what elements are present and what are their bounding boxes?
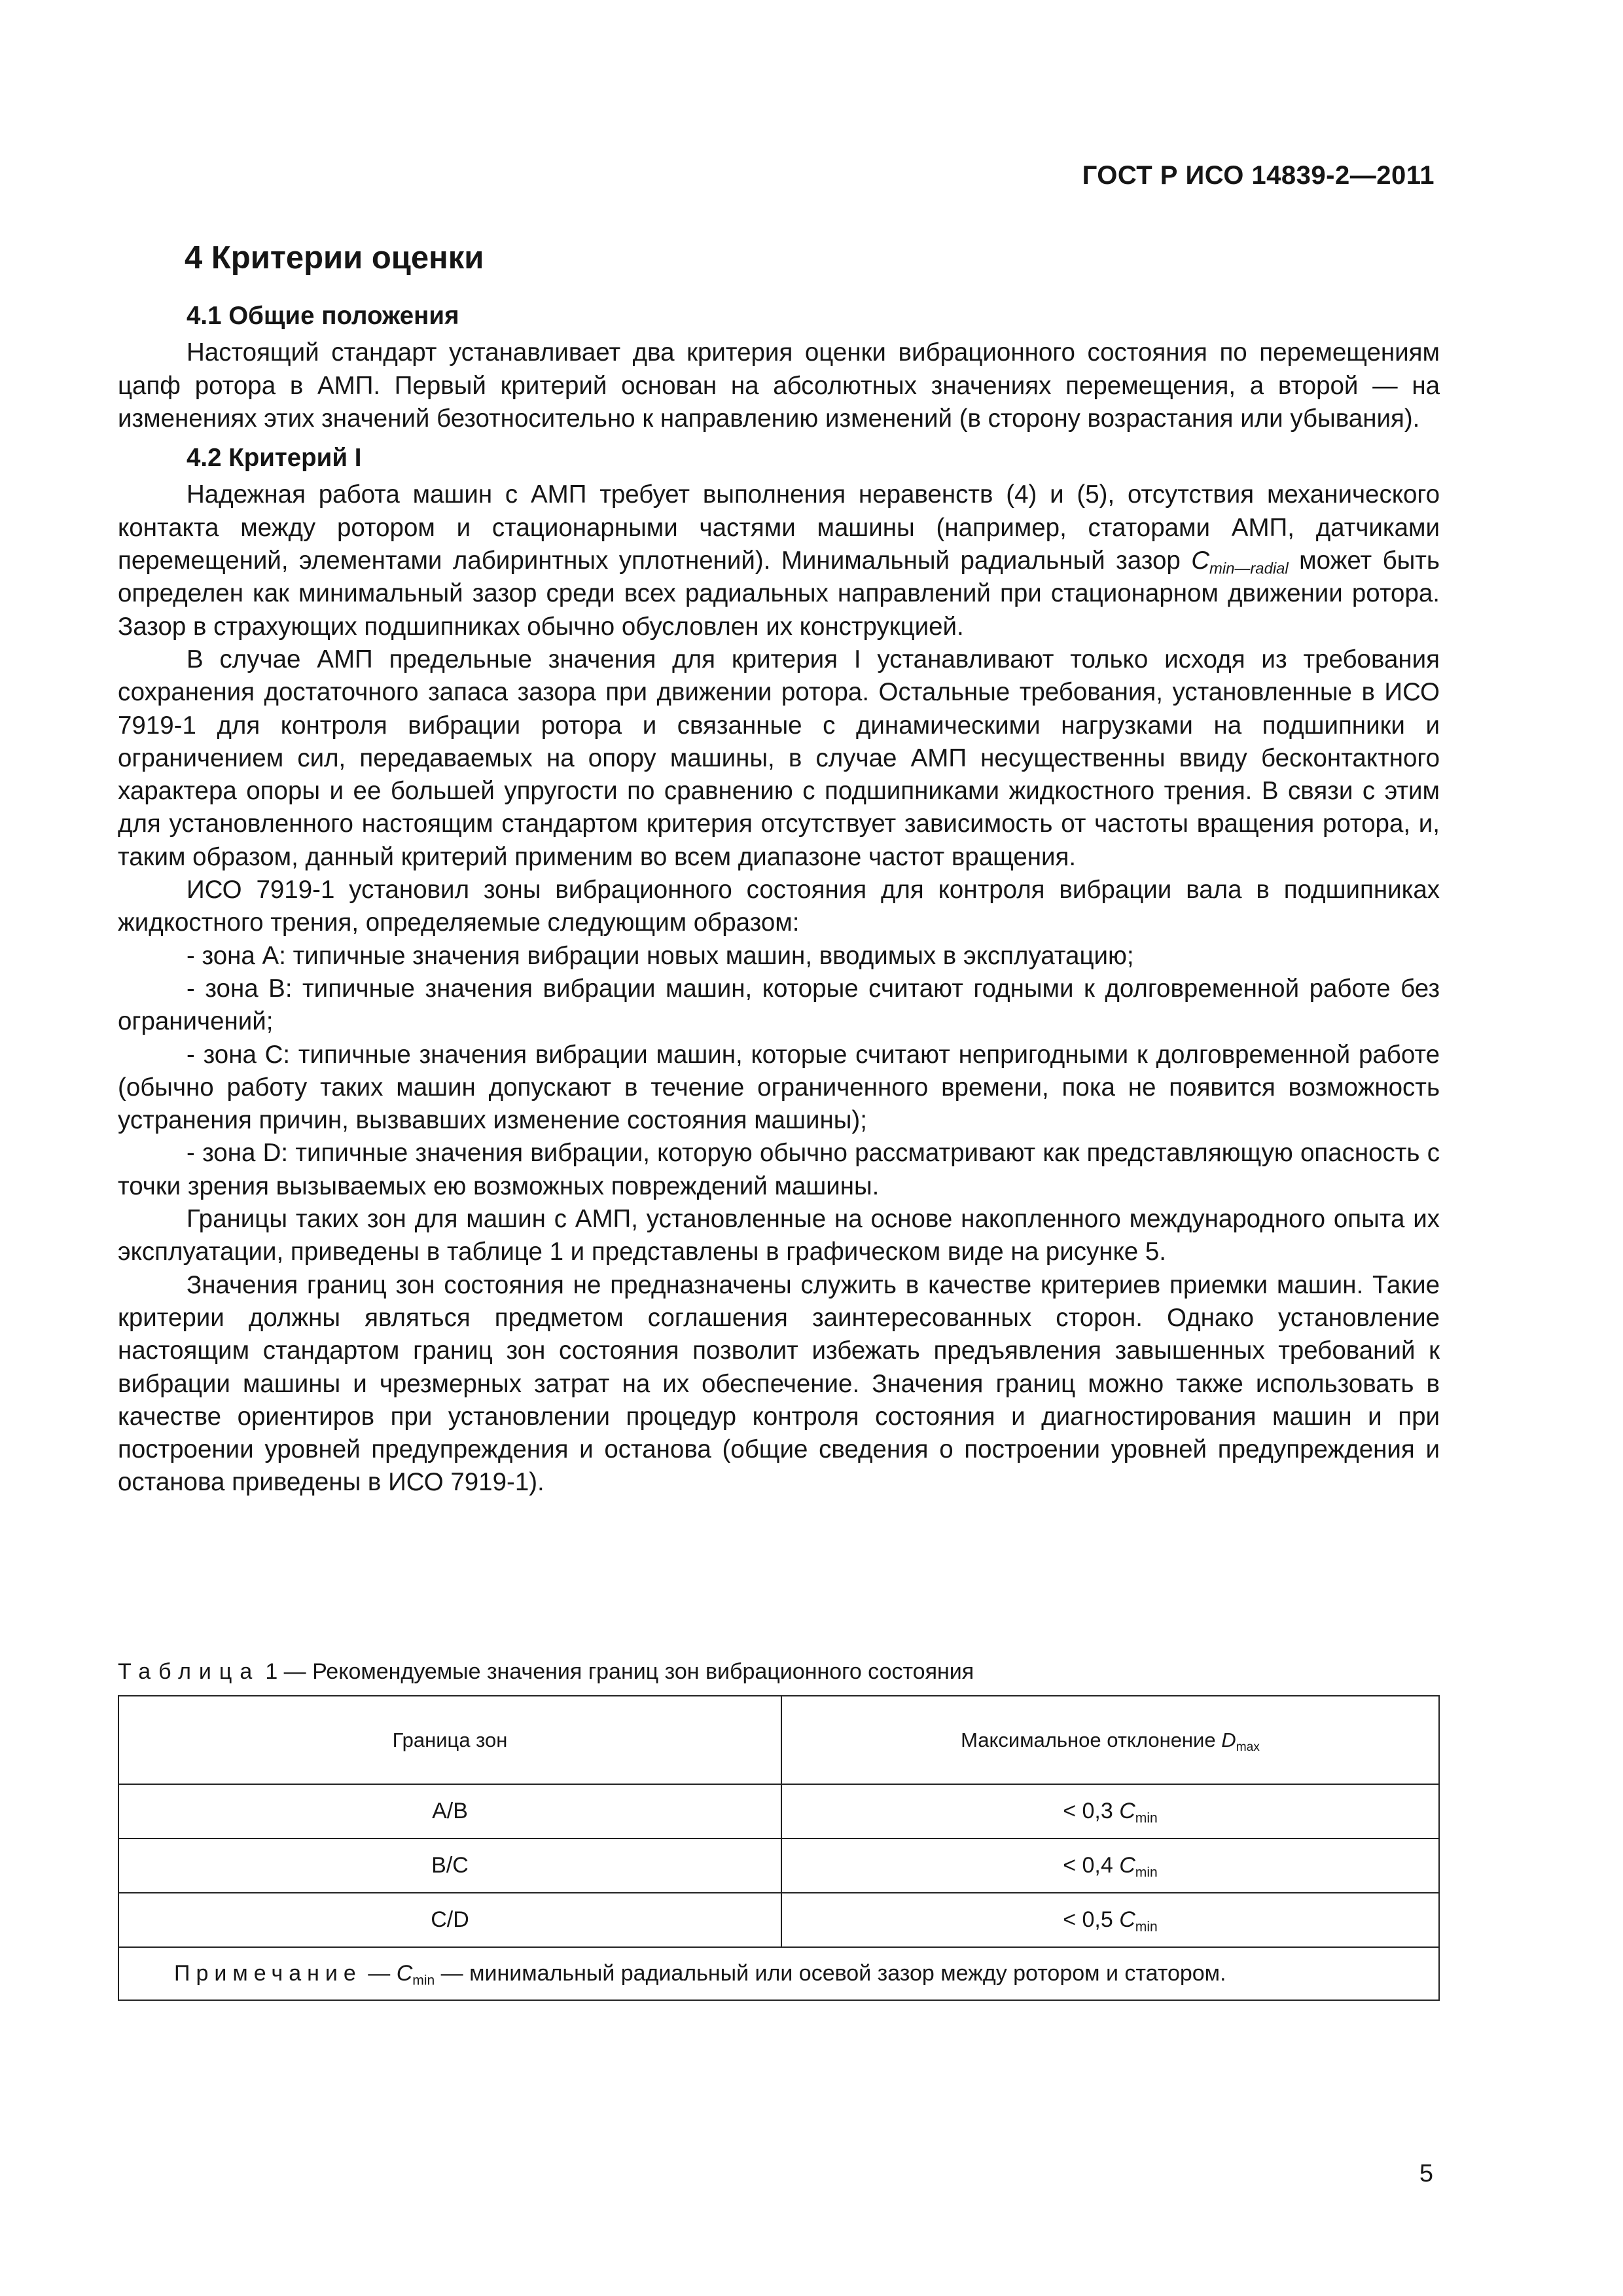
paragraph-4-2-clearance xyxy=(118,478,1440,643)
paragraph-4-2-limits: В случае АМП предельные значения для критерия I устанавливают только исходя из требования сохранения достаточного запаса зазора при движении ротора. Остальные требования, установленные в ИСО 7919-1 для контроля вибрации ротора и связанные с динамическими нагрузками на подшипники и ограничением сил, передаваемых на опору машины, в случае АМП несущественны ввиду бесконтактного характера опоры и ее большей упругости по сравнению с подшипниками жидкостного трения. В связи с этим для установленного настоящим стандартом критерия отсутствует зависимость от частоты вращения ротора, и, таким образом, данный критерий применим во всем диапазоне частот вращения. xyxy=(118,645,1440,871)
header-deviation-subscript: max xyxy=(1236,1740,1260,1754)
value-cell xyxy=(781,1784,1439,1839)
clearance-symbol: C xyxy=(1191,547,1210,575)
value-subscript: min xyxy=(1135,1810,1158,1826)
header-max-deviation xyxy=(781,1696,1439,1784)
paragraph-4-1: Настоящий стандарт устанавливает два критерия оценки вибрационного состояния по перемещениям цапф ротора в АМП. Первый критерий основан на абсолютных значениях перемещения, а второй — на изменениях этих значений безотносительно к направлению изменений (в сторону возрастания или убывания). xyxy=(118,338,1440,433)
table-caption-label: Таблица xyxy=(118,1659,260,1684)
note-dash: — xyxy=(361,1961,397,1986)
zone-a-item: - зона А: типичные значения вибрации новых машин, вводимых в эксплуатацию; xyxy=(187,941,1134,970)
header-max-deviation-label: Максимальное отклонение xyxy=(961,1728,1222,1751)
table-row xyxy=(118,1893,1439,1947)
value-cell xyxy=(781,1893,1439,1947)
value-text: < 0,3 xyxy=(1063,1799,1120,1823)
paragraph-4-2-acceptance: Значения границ зон состояния не предназначены служить в качестве критериев приемки машин. Такие критерии должны являться предметом соглашения заинтересованных сторон. Однако установление настоящим стандартом границ зон состояния позволит избежать предъявления завышенных требований к вибрации машины и чрезмерных затрат на их обеспечение. Значения границ можно также использовать в качестве ориентиров при установлении процедур контроля состояния и диагностирования машин и при построении уровней предупреждения и останова (общие сведения о построении уровней предупреждения и останова приведены в ИСО 7919-1). xyxy=(118,1270,1440,1497)
table-caption xyxy=(118,1659,974,1685)
value-symbol: C xyxy=(1119,1799,1135,1823)
clearance-subscript: min—radial xyxy=(1209,560,1289,578)
value-symbol: C xyxy=(1119,1907,1135,1932)
table-note xyxy=(118,1947,1439,2000)
value-cell xyxy=(781,1839,1439,1893)
paragraph-4-2-clearance-start: Надежная работа машин с АМП требует выполнения неравенств (4) и (5), отсутствия механического контакта между ротором и стационарными частями машины (например, статорами АМП, датчиками перемещений, элементами лабиринтных уплотнений). Минимальный радиальный зазор xyxy=(118,480,1440,575)
zone-c-item: - зона С: типичные значения вибрации машин, которые считают непригодными к долговременной работе (обычно работу таких машин допускают в течение ограниченного времени, пока не появится возможность устранения причин, вызвавших изменение состояния машины); xyxy=(118,1040,1440,1135)
table-caption-text: 1 — Рекомендуемые значения границ зон вибрационного состояния xyxy=(265,1659,974,1684)
note-label: Примечание xyxy=(174,1961,362,1986)
paragraph-4-2-boundaries: Границы таких зон для машин с АМП, установленные на основе накопленного международного опыта их эксплуатации, приведены в таблице 1 и представлены в графическом виде на рисунке 5. xyxy=(118,1205,1440,1266)
note-symbol: C xyxy=(396,1961,413,1986)
table-note-row xyxy=(118,1947,1439,2000)
body-text xyxy=(118,300,1440,1499)
section-title: 4 Критерии оценки xyxy=(185,240,484,276)
note-text: — минимальный радиальный или осевой зазор между ротором и статором. xyxy=(435,1961,1226,1986)
zone-cell: A/B xyxy=(118,1784,781,1839)
value-text: < 0,4 xyxy=(1063,1853,1120,1878)
table-row xyxy=(118,1839,1439,1893)
header-zone-boundary: Граница зон xyxy=(118,1696,781,1784)
subsection-4-1-heading: 4.1 Общие положения xyxy=(187,302,459,330)
zone-d-item: - зона D: типичные значения вибрации, которую обычно рассматривают как представляющую опасность с точки зрения вызываемых ею возможных повреждений машины. xyxy=(118,1139,1440,1200)
table-header-row xyxy=(118,1696,1439,1784)
value-subscript: min xyxy=(1135,1865,1158,1880)
zone-cell: B/C xyxy=(118,1839,781,1893)
value-symbol: C xyxy=(1119,1853,1135,1878)
zone-boundaries-table xyxy=(118,1695,1440,2001)
paragraph-4-2-clearance-end: может быть определен как минимальный зазор среди всех радиальных направлений при стационарном движении ротора. Зазор в страхующих подшипниках обычно обусловлен их конструкцией. xyxy=(118,547,1440,641)
paragraph-4-2-zones-intro: ИСО 7919-1 установил зоны вибрационного состояния для контроля вибрации вала в подшипниках жидкостного трения, определяемые следующим образом: xyxy=(118,876,1440,937)
note-subscript: min xyxy=(412,1973,435,1988)
header-deviation-symbol: D xyxy=(1221,1728,1236,1751)
subsection-4-2-heading: 4.2 Критерий I xyxy=(187,444,362,473)
value-text: < 0,5 xyxy=(1063,1907,1120,1932)
zone-b-item: - зона В: типичные значения вибрации машин, которые считают годными к долговременной работе без ограничений; xyxy=(118,974,1440,1036)
value-subscript: min xyxy=(1135,1919,1158,1935)
zone-cell: C/D xyxy=(118,1893,781,1947)
document-code: ГОСТ Р ИСО 14839-2—2011 xyxy=(1082,161,1435,190)
table-row xyxy=(118,1784,1439,1839)
page-number: 5 xyxy=(1419,2160,1433,2187)
